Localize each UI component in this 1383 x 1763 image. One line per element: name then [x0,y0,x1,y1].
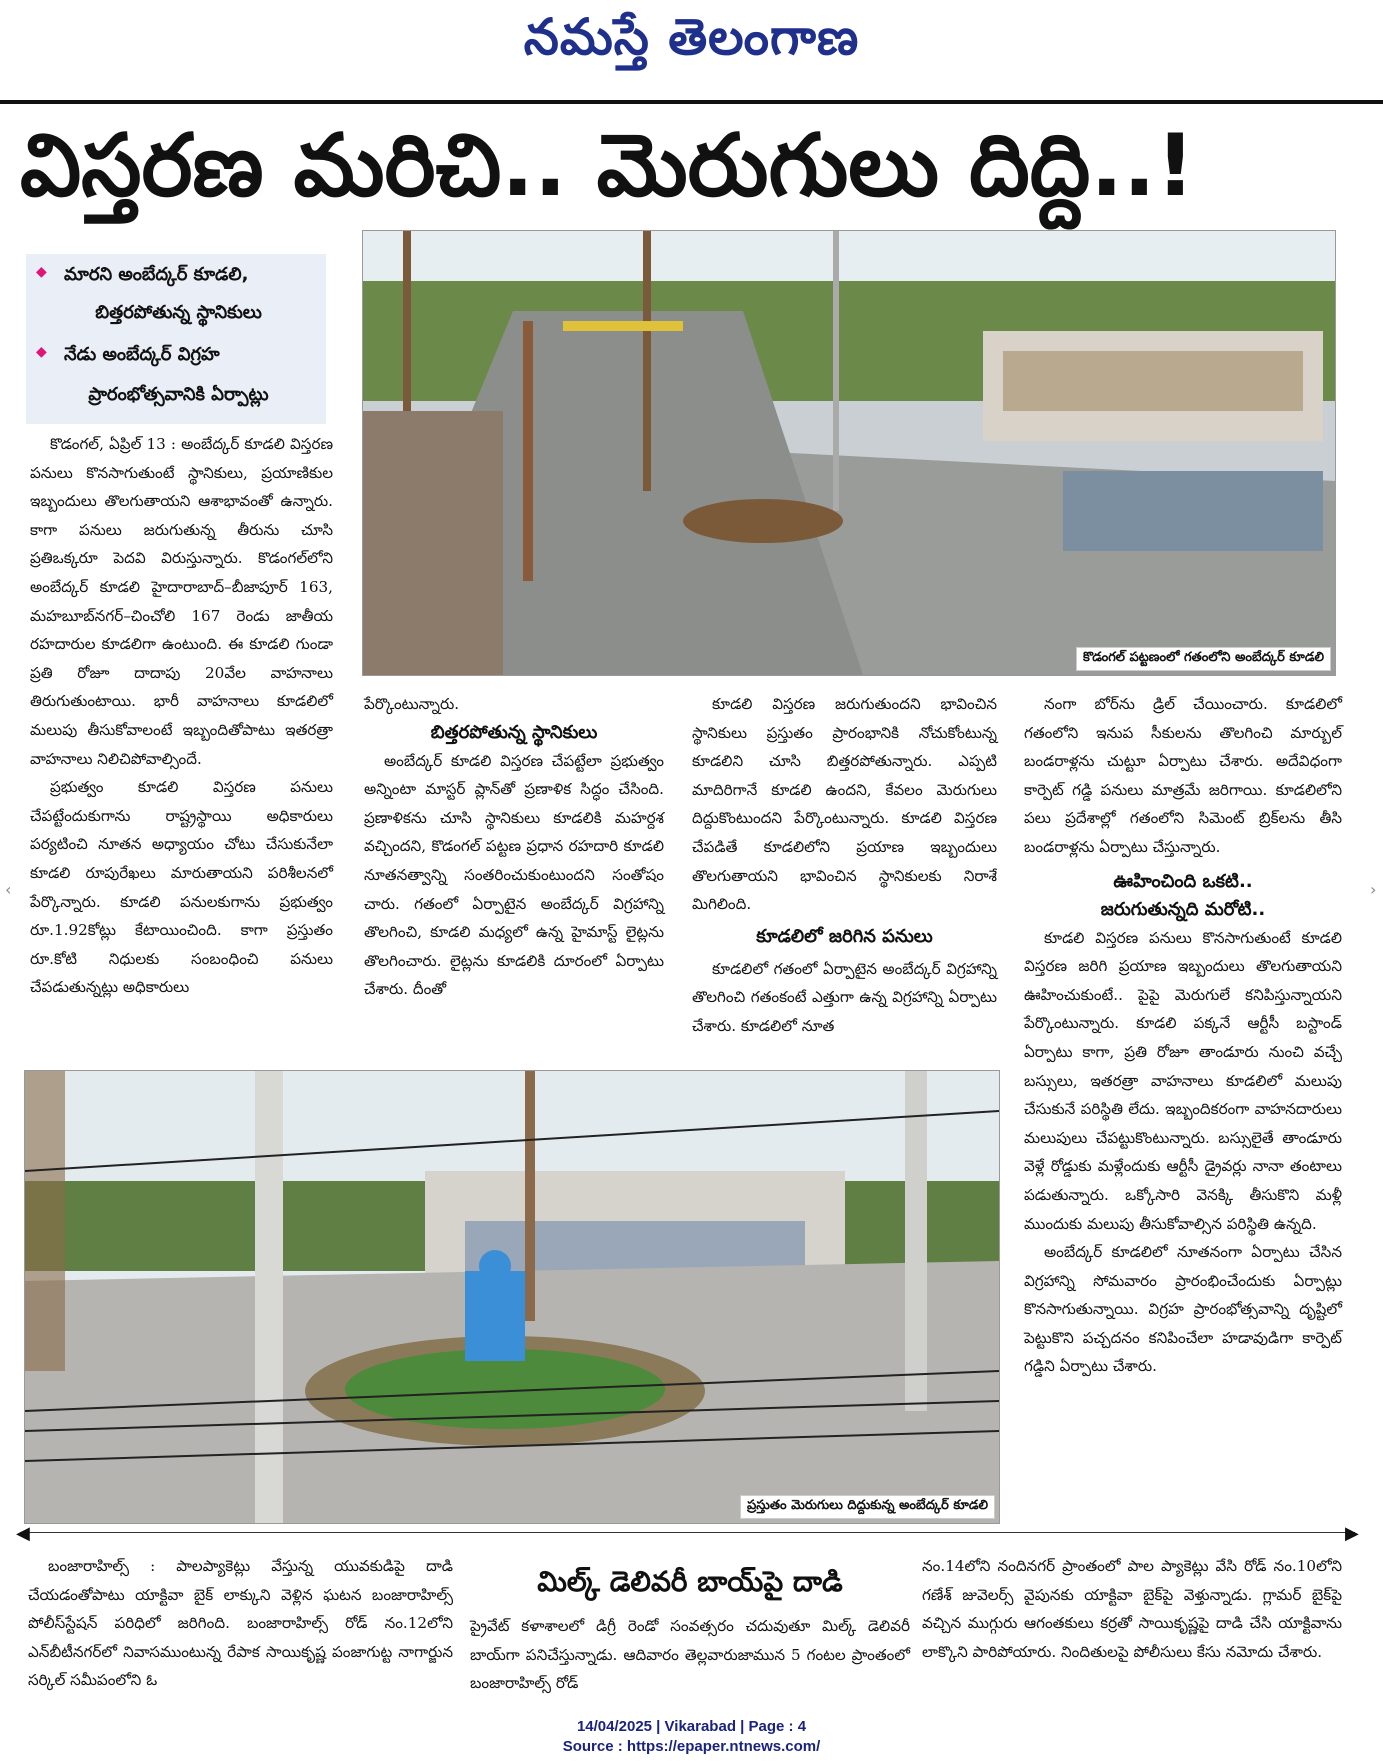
photo-caption: ప్రస్తుతం మెరుగులు దిద్దుకున్న అంబేద్కర్ కూడలి [740,1495,995,1519]
arrow-right-icon: ▶ [1345,1523,1359,1544]
paragraph: కూడలి విస్తరణ జరుగుతుందని భావించిన స్థానికులు ప్రస్తుతం ప్రారంభానికి నోచుకోంటున్న కూడలిని చూసి బిత్తరపోతున్నారు. ఎప్పటి మాదిరిగానే కూడలి ఉందని, కేవలం మెరుగులు దిద్దుకొంటుందని పేర్కొంటున్నారు. కూడలి విస్తరణ చేపడితే కూడలిలోని ప్రయాణ ఇబ్బందులు తొలగుతాయని భావించిన స్థానికులకు నిరాశే మిగిలింది. [692,695,997,914]
subheading: కూడలిలో జరిగిన పనులు [756,925,933,947]
story2-column-3 [922,1552,1342,1697]
kicker-line: బిత్తరపోతున్న స్థానికులు [95,302,262,323]
paragraph: అంబేద్కర్ కూడలిలో నూతనంగా ఏర్పాటు చేసిన విగ్రహాన్ని సోమవారం ప్రారంభించేందుకు ఏర్పాట్లు కొనసాగుతున్నాయి. విగ్రహ ప్రారంభోత్సవాన్ని దృష్టిలో పెట్టుకొని పచ్చదనం కనిపించేలా హడావుడిగా కార్పెట్ గడ్డిని ఏర్పాటు చేశారు. [1024,1243,1342,1376]
headline-rule [0,100,1383,104]
kicker-line: ప్రారంభోత్సవానికి ఏర్పాట్లు [88,384,269,405]
paragraph: నంగా బోర్‌ను డ్రిల్ చేయించారు. కూడలిలో గతంలోని ఇనుప సీకులను తొలగించి మార్బుల్ బండరాళ్లను చుట్టూ ఏర్పాటు చేశారు. అదేవిధంగా కార్పెట్ గడ్డి పనులు మాత్రమే జరిగాయి. కూడలిలోని పలు ప్రదేశాల్లో గతంలోని సిమెంట్ బ్రిక్‌లను తీసి బండరాళ్లను ఏర్పాటు చేస్తున్నారు. [1024,695,1342,856]
story2-column-1 [28,1552,453,1697]
subheading: బిత్తరపోతున్న స్థానికులు [430,721,598,743]
headline: విస్తరణ మరిచి.. మెరుగులు దిద్ది..! [20,116,1195,216]
paragraph: పేర్కొంటున్నారు. [364,695,460,713]
bullet-icon: ◆ [36,344,47,360]
kicker-line: నేడు అంబేద్కర్ విగ్రహ [64,344,220,365]
story2-column-2 [470,1612,910,1702]
paragraph: కూడలి విస్తరణ పనులు కొనసాగుతుంటే కూడలి విస్తరణ జరిగి ప్రయాణ ఇబ్బందులు తొలగుతాయని ఊహించుకుంటే.. పైపై మెరుగులే కనిపిస్తున్నాయని పేర్కొంటున్నారు. కూడలి పక్కనే ఆర్టీసీ బస్టాండ్ ఏర్పాటు కాగా, ప్రతి రోజూ తాండూరు నుంచి వచ్చే బస్సులు, ఇతరత్రా వాహనాలు కూడలిలో మలుపు చేసుకునే పరిస్థితి లేదు. ఇబ్బందికరంగా వాహనదారులు మలుపులు చేపట్టుకొంటున్నారు. బస్సులైతే తాండూరు వెళ్లే రోడ్డుకు మళ్లేందుకు ఆర్టీసీ డ్రైవర్లు నానా తంటాలు పడుతున్నారు. ఒక్కోసారి వెనక్కి తీసుకొని మళ్లీ ముందుకు మలుపు తీసుకోవాల్సిన పరిస్థితి ఉన్నది. [1024,928,1342,1233]
story-separator [20,1532,1355,1533]
article-column-4 [1024,690,1342,1530]
subheading: ఊహించింది ఒకటి.. [1113,870,1253,892]
page-nav-right-icon[interactable]: › [1370,880,1377,899]
story2-headline: మిల్క్ డెలివరీ బాయ్‌పై దాడి [537,1565,843,1598]
statue-scene-image [25,1071,999,1523]
footer-date-edition: 14/04/2025 | Vikarabad | Page : 4 [576,1718,807,1735]
page-nav-left-icon[interactable]: ‹ [5,880,12,899]
article-column-1 [30,430,333,1045]
photo-caption: కొడంగల్ పట్టణంలో గతంలోని అంబేద్కర్ కూడలి [1076,647,1331,671]
kicker-line: మారని అంబేద్కర్ కూడలి, [64,264,249,285]
bullet-icon: ◆ [36,264,47,280]
masthead-logo: నమస్తే తెలంగాణ [523,8,860,66]
article-column-3 [692,690,997,1050]
footer-source[interactable]: Source : https://epaper.ntnews.com/ [562,1738,821,1755]
photo-new-junction [24,1070,1000,1524]
paragraph: బంజారాహిల్స్ : పాలప్యాకెట్లు వేస్తున్న యువకుడిపై దాడి చేయడంతోపాటు యాక్టివా బైక్ లాక్కుని వెళ్లిన ఘటన బంజారాహిల్స్ పోలీస్‌స్టేషన్ పరిధిలో జరిగింది. బంజారాహిల్స్ రోడ్ నం.12లోని ఎన్‌బీటీనగర్‌లో నివాసముంటున్న రేపాక సాయికృష్ణ పంజాగుట్ట నాగార్జున సర్కిల్ సమీపంలోని ఓ [28,1557,453,1690]
subheading: జరుగుతున్నది మరోటి.. [1100,898,1266,920]
paragraph: కూడలిలో గతంలో ఏర్పాటైన అంబేద్కర్ విగ్రహాన్ని తొలగించి గతంకంటే ఎత్తుగా ఉన్న విగ్రహాన్ని ఏర్పాటు చేశారు. కూడలిలో నూత [692,959,997,1035]
paragraph: కొడంగల్, ఏప్రిల్ 13 : అంబేద్కర్ కూడలి విస్తరణ పనులు కొనసాగుతుంటే స్థానికులు, ప్రయాణికుల ఇబ్బందులు తొలగుతాయని ఆశాభావంతో ఉన్నారు. కాగా పనులు జరుగుతున్న తీరును చూసి ప్రతిఒక్కరూ పెదవి విరుస్తున్నారు. కొడంగల్‌లోని అంబేద్కర్ కూడలి హైదారాబాద్–బీజాపూర్ 163, మహబూబ్‌నగర్–చించోలి 167 రెండు జాతీయ రహదారుల కూడలిగా ఉంటుంది. ఈ కూడలి గుండా ప్రతి రోజూ దాదాపు 20వేల వాహనాలు తిరుగుతుంటాయి. భారీ వాహనాలు కూడలిలో మలుపు తీసుకోవాలంటే ఇబ్బందితోపాటు ఇతరత్రా వాహనాలు నిలిచిపోవాల్సిందే. [30,435,333,768]
paragraph: నం.14లోని నందినగర్ ప్రాంతంలో పాల ప్యాకెట్లు వేసి రోడ్ నం.10లోని గణేశ్ జువెలర్స్ వైపునకు యాక్టివా బైక్‌పై వెళ్తున్నాడు. గ్లామర్ బైక్‌పై వచ్చిన ముగ్గురు ఆగంతకులు కర్రతో సాయికృష్ణపై దాడి చేసి యాక్టివాను లాక్కొని పారిపోయారు. నిందితులపై పోలీసులు కేసు నమోదు చేశారు. [922,1557,1342,1661]
paragraph: ప్రైవేట్ కళాశాలలో డిగ్రీ రెండో సంవత్సరం చదువుతూ మిల్క్ డెలివరీ బాయ్‌గా పనిచేస్తున్నాడు. ఆదివారం తెల్లవారుజామున 5 గంటల ప్రాంతంలో బంజారాహిల్స్ రోడ్ [470,1617,910,1693]
paragraph: అంబేద్కర్ కూడలి విస్తరణ చేపట్టేలా ప్రభుత్వం అన్నింటా మాస్టర్ ప్లాన్‌తో ప్రణాళిక సిద్ధం చేసింది. ప్రణాళికను చూసి స్థానికులు కూడలికి మహర్దశ వచ్చిందని, కొడంగల్ పట్టణ ప్రధాన రహదారి కూడలి నూతనత్వాన్ని సంతరించుకుంటుందని సంతోషం చారు. గతంలో ఏర్పాటైన అంబేద్కర్ విగ్రహాన్ని తొలగించి, కూడలి మధ్యలో ఉన్న హైమాస్ట్ లైట్లను తొలగించారు. లైట్లను కూడలికి దూరంలో ఏర్పాటు చేశారు. దీంతో [364,751,664,999]
arrow-left-icon: ◀ [16,1523,30,1544]
photo-old-junction [362,230,1336,676]
street-scene-image [363,231,1335,675]
paragraph: ప్రభుత్వం కూడలి విస్తరణ పనులు చేపట్టేందుకుగాను రాష్ట్రస్థాయి అధికారులు పర్యటించి నూతన అధ్యాయం చోటు చేసుకునేలా కూడలి రూపురేఖలు మారుతాయని పరిశీలనలో పేర్కొన్నారు. కూడలి పనులకుగాను ప్రభుత్వం రూ.1.92కోట్లు కేటాయించింది. కాగా ప్రస్తుతం రూ.కోటి నిధులకు సంబంధించి పనులు చేపడుతున్నట్లు అధికారులు [30,778,333,997]
article-column-2 [364,690,664,1050]
kicker-box [26,254,326,424]
